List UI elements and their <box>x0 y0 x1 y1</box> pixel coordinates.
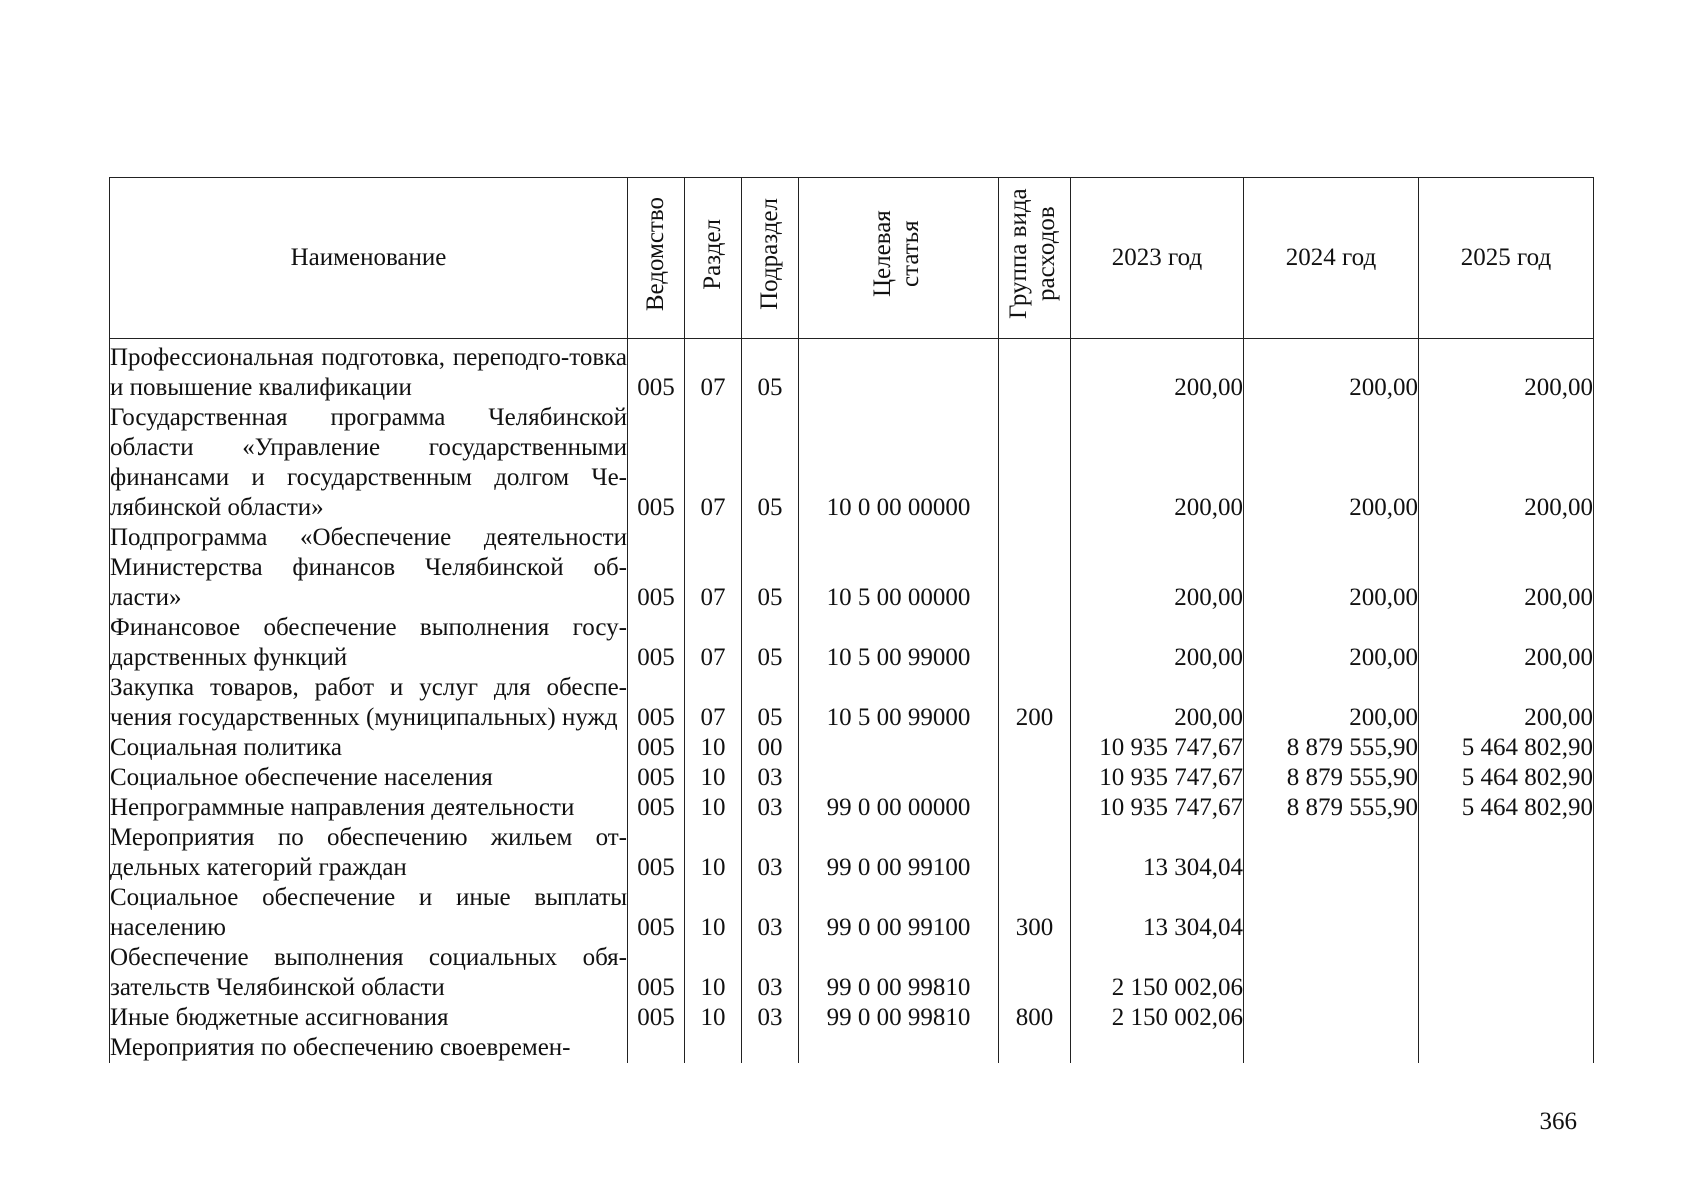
row-razdel: 10 <box>685 823 742 883</box>
row-2024 <box>1244 883 1419 943</box>
row-razdel <box>685 1033 742 1063</box>
row-gruppa <box>999 339 1071 404</box>
table-row <box>110 793 1594 823</box>
table-row <box>110 763 1594 793</box>
row-podrazdel: 03 <box>742 793 799 823</box>
row-name: Непрограммные направления деятельности <box>110 793 628 823</box>
row-2025 <box>1419 943 1594 1003</box>
row-gruppa <box>999 943 1071 1003</box>
row-celevaya: 10 0 00 00000 <box>799 403 999 523</box>
row-2024 <box>1244 1003 1419 1033</box>
row-gruppa <box>999 403 1071 523</box>
row-ved: 005 <box>628 523 685 613</box>
row-celevaya: 99 0 00 99810 <box>799 943 999 1003</box>
row-name: Социальная политика <box>110 733 628 763</box>
row-celevaya <box>799 733 999 763</box>
row-razdel: 07 <box>685 339 742 404</box>
row-2023: 200,00 <box>1071 403 1244 523</box>
row-2023: 10 935 747,67 <box>1071 733 1244 763</box>
header-2023: 2023 год <box>1071 178 1244 339</box>
row-name: Мероприятия по обеспечению жильем от-дельных категорий граждан <box>110 824 627 881</box>
header-2024: 2024 год <box>1244 178 1419 339</box>
row-gruppa: 200 <box>999 673 1071 733</box>
row-gruppa <box>999 823 1071 883</box>
row-podrazdel: 00 <box>742 733 799 763</box>
row-2025 <box>1419 823 1594 883</box>
row-celevaya: 10 5 00 99000 <box>799 613 999 673</box>
row-ved: 005 <box>628 793 685 823</box>
row-gruppa <box>999 613 1071 673</box>
row-name: Социальное обеспечение населения <box>110 763 628 793</box>
row-2024: 200,00 <box>1244 403 1419 523</box>
budget-table <box>109 177 1594 1063</box>
row-podrazdel: 05 <box>742 523 799 613</box>
table-row <box>110 403 1594 523</box>
header-razdel: Раздел <box>685 178 742 339</box>
row-podrazdel: 05 <box>742 339 799 404</box>
row-podrazdel: 03 <box>742 823 799 883</box>
row-2024 <box>1244 1033 1419 1063</box>
row-2023: 2 150 002,06 <box>1071 1003 1244 1033</box>
row-gruppa: 300 <box>999 883 1071 943</box>
row-celevaya <box>799 763 999 793</box>
row-name: Финансовое обеспечение выполнения госу-дарственных функций <box>110 614 627 671</box>
row-gruppa <box>999 1033 1071 1063</box>
row-name: Обеспечение выполнения социальных обя-зательств Челябинской области <box>110 944 627 1001</box>
row-ved: 005 <box>628 733 685 763</box>
row-2024: 8 879 555,90 <box>1244 793 1419 823</box>
row-2023: 10 935 747,67 <box>1071 763 1244 793</box>
header-ved: Ведомство <box>628 178 685 339</box>
table-row <box>110 523 1594 613</box>
header-gruppa: Группа вида расходов <box>999 178 1071 339</box>
row-2025: 200,00 <box>1419 523 1594 613</box>
row-podrazdel <box>742 1033 799 1063</box>
table-row <box>110 943 1594 1003</box>
row-name: Профессиональная подготовка, переподго-товка и повышение квалификации <box>110 339 628 404</box>
row-2024: 200,00 <box>1244 673 1419 733</box>
row-celevaya <box>799 339 999 404</box>
table-row <box>110 883 1594 943</box>
row-2024 <box>1244 943 1419 1003</box>
row-podrazdel: 05 <box>742 403 799 523</box>
row-2025: 200,00 <box>1419 613 1594 673</box>
row-gruppa <box>999 733 1071 763</box>
header-2025: 2025 год <box>1419 178 1594 339</box>
row-celevaya <box>799 1033 999 1063</box>
row-celevaya: 10 5 00 99000 <box>799 673 999 733</box>
row-2025 <box>1419 1003 1594 1033</box>
table-row <box>110 1033 1594 1063</box>
row-razdel: 10 <box>685 943 742 1003</box>
row-ved <box>628 1033 685 1063</box>
row-2023: 200,00 <box>1071 613 1244 673</box>
row-celevaya: 10 5 00 00000 <box>799 523 999 613</box>
row-ved: 005 <box>628 1003 685 1033</box>
row-2023: 200,00 <box>1071 523 1244 613</box>
row-razdel: 10 <box>685 793 742 823</box>
row-podrazdel: 05 <box>742 673 799 733</box>
row-2023: 13 304,04 <box>1071 883 1244 943</box>
row-gruppa <box>999 763 1071 793</box>
row-ved: 005 <box>628 823 685 883</box>
row-razdel: 10 <box>685 1003 742 1033</box>
row-ved: 005 <box>628 613 685 673</box>
row-name: Иные бюджетные ассигнования <box>110 1003 628 1033</box>
row-razdel: 07 <box>685 613 742 673</box>
row-celevaya: 99 0 00 99100 <box>799 823 999 883</box>
row-2024: 200,00 <box>1244 613 1419 673</box>
row-name: Подпрограмма «Обеспечение деятельности Министерства финансов Челябинской об-ласти» <box>110 524 627 611</box>
row-podrazdel: 03 <box>742 943 799 1003</box>
row-2024: 200,00 <box>1244 523 1419 613</box>
table-row <box>110 733 1594 763</box>
row-2025: 200,00 <box>1419 673 1594 733</box>
row-podrazdel: 03 <box>742 763 799 793</box>
row-2024: 8 879 555,90 <box>1244 733 1419 763</box>
table-row <box>110 673 1594 733</box>
row-ved: 005 <box>628 339 685 404</box>
row-2025: 200,00 <box>1419 403 1594 523</box>
page-number: 366 <box>1539 1108 1577 1135</box>
row-2023: 200,00 <box>1071 339 1244 404</box>
row-podrazdel: 03 <box>742 883 799 943</box>
table-header-row <box>110 178 1594 339</box>
row-2025 <box>1419 883 1594 943</box>
row-celevaya: 99 0 00 00000 <box>799 793 999 823</box>
row-name: Мероприятия по обеспечению своевремен- <box>110 1033 628 1063</box>
row-2025: 5 464 802,90 <box>1419 763 1594 793</box>
header-celevaya: Целевая статья <box>799 178 999 339</box>
row-name: Государственная программа Челябинской области «Управление государственными финансами и государственным долгом Че-лябинской области» <box>110 404 627 521</box>
table-row <box>110 823 1594 883</box>
row-2024: 8 879 555,90 <box>1244 763 1419 793</box>
header-podrazdel: Подраздел <box>742 178 799 339</box>
row-razdel: 10 <box>685 763 742 793</box>
row-celevaya: 99 0 00 99810 <box>799 1003 999 1033</box>
header-name: Наименование <box>110 178 628 339</box>
row-name: Закупка товаров, работ и услуг для обеспе-чения государственных (муниципальных) нужд <box>110 674 627 731</box>
row-2023: 2 150 002,06 <box>1071 943 1244 1003</box>
row-2024: 200,00 <box>1244 339 1419 404</box>
row-gruppa <box>999 523 1071 613</box>
row-2023: 10 935 747,67 <box>1071 793 1244 823</box>
row-2023 <box>1071 1033 1244 1063</box>
row-name: Социальное обеспечение и иные выплаты населению <box>110 884 627 941</box>
row-razdel: 07 <box>685 673 742 733</box>
row-podrazdel: 05 <box>742 613 799 673</box>
table-row <box>110 613 1594 673</box>
row-podrazdel: 03 <box>742 1003 799 1033</box>
row-2025: 5 464 802,90 <box>1419 733 1594 763</box>
row-2025: 5 464 802,90 <box>1419 793 1594 823</box>
row-2024 <box>1244 823 1419 883</box>
table-row <box>110 339 1594 404</box>
row-razdel: 07 <box>685 523 742 613</box>
row-2025: 200,00 <box>1419 339 1594 404</box>
row-celevaya: 99 0 00 99100 <box>799 883 999 943</box>
row-ved: 005 <box>628 943 685 1003</box>
row-gruppa: 800 <box>999 1003 1071 1033</box>
row-2023: 13 304,04 <box>1071 823 1244 883</box>
row-ved: 005 <box>628 403 685 523</box>
table-row <box>110 1003 1594 1033</box>
row-razdel: 10 <box>685 883 742 943</box>
row-razdel: 10 <box>685 733 742 763</box>
row-razdel: 07 <box>685 403 742 523</box>
row-2025 <box>1419 1033 1594 1063</box>
row-ved: 005 <box>628 883 685 943</box>
row-2023: 200,00 <box>1071 673 1244 733</box>
row-gruppa <box>999 793 1071 823</box>
row-ved: 005 <box>628 673 685 733</box>
row-ved: 005 <box>628 763 685 793</box>
